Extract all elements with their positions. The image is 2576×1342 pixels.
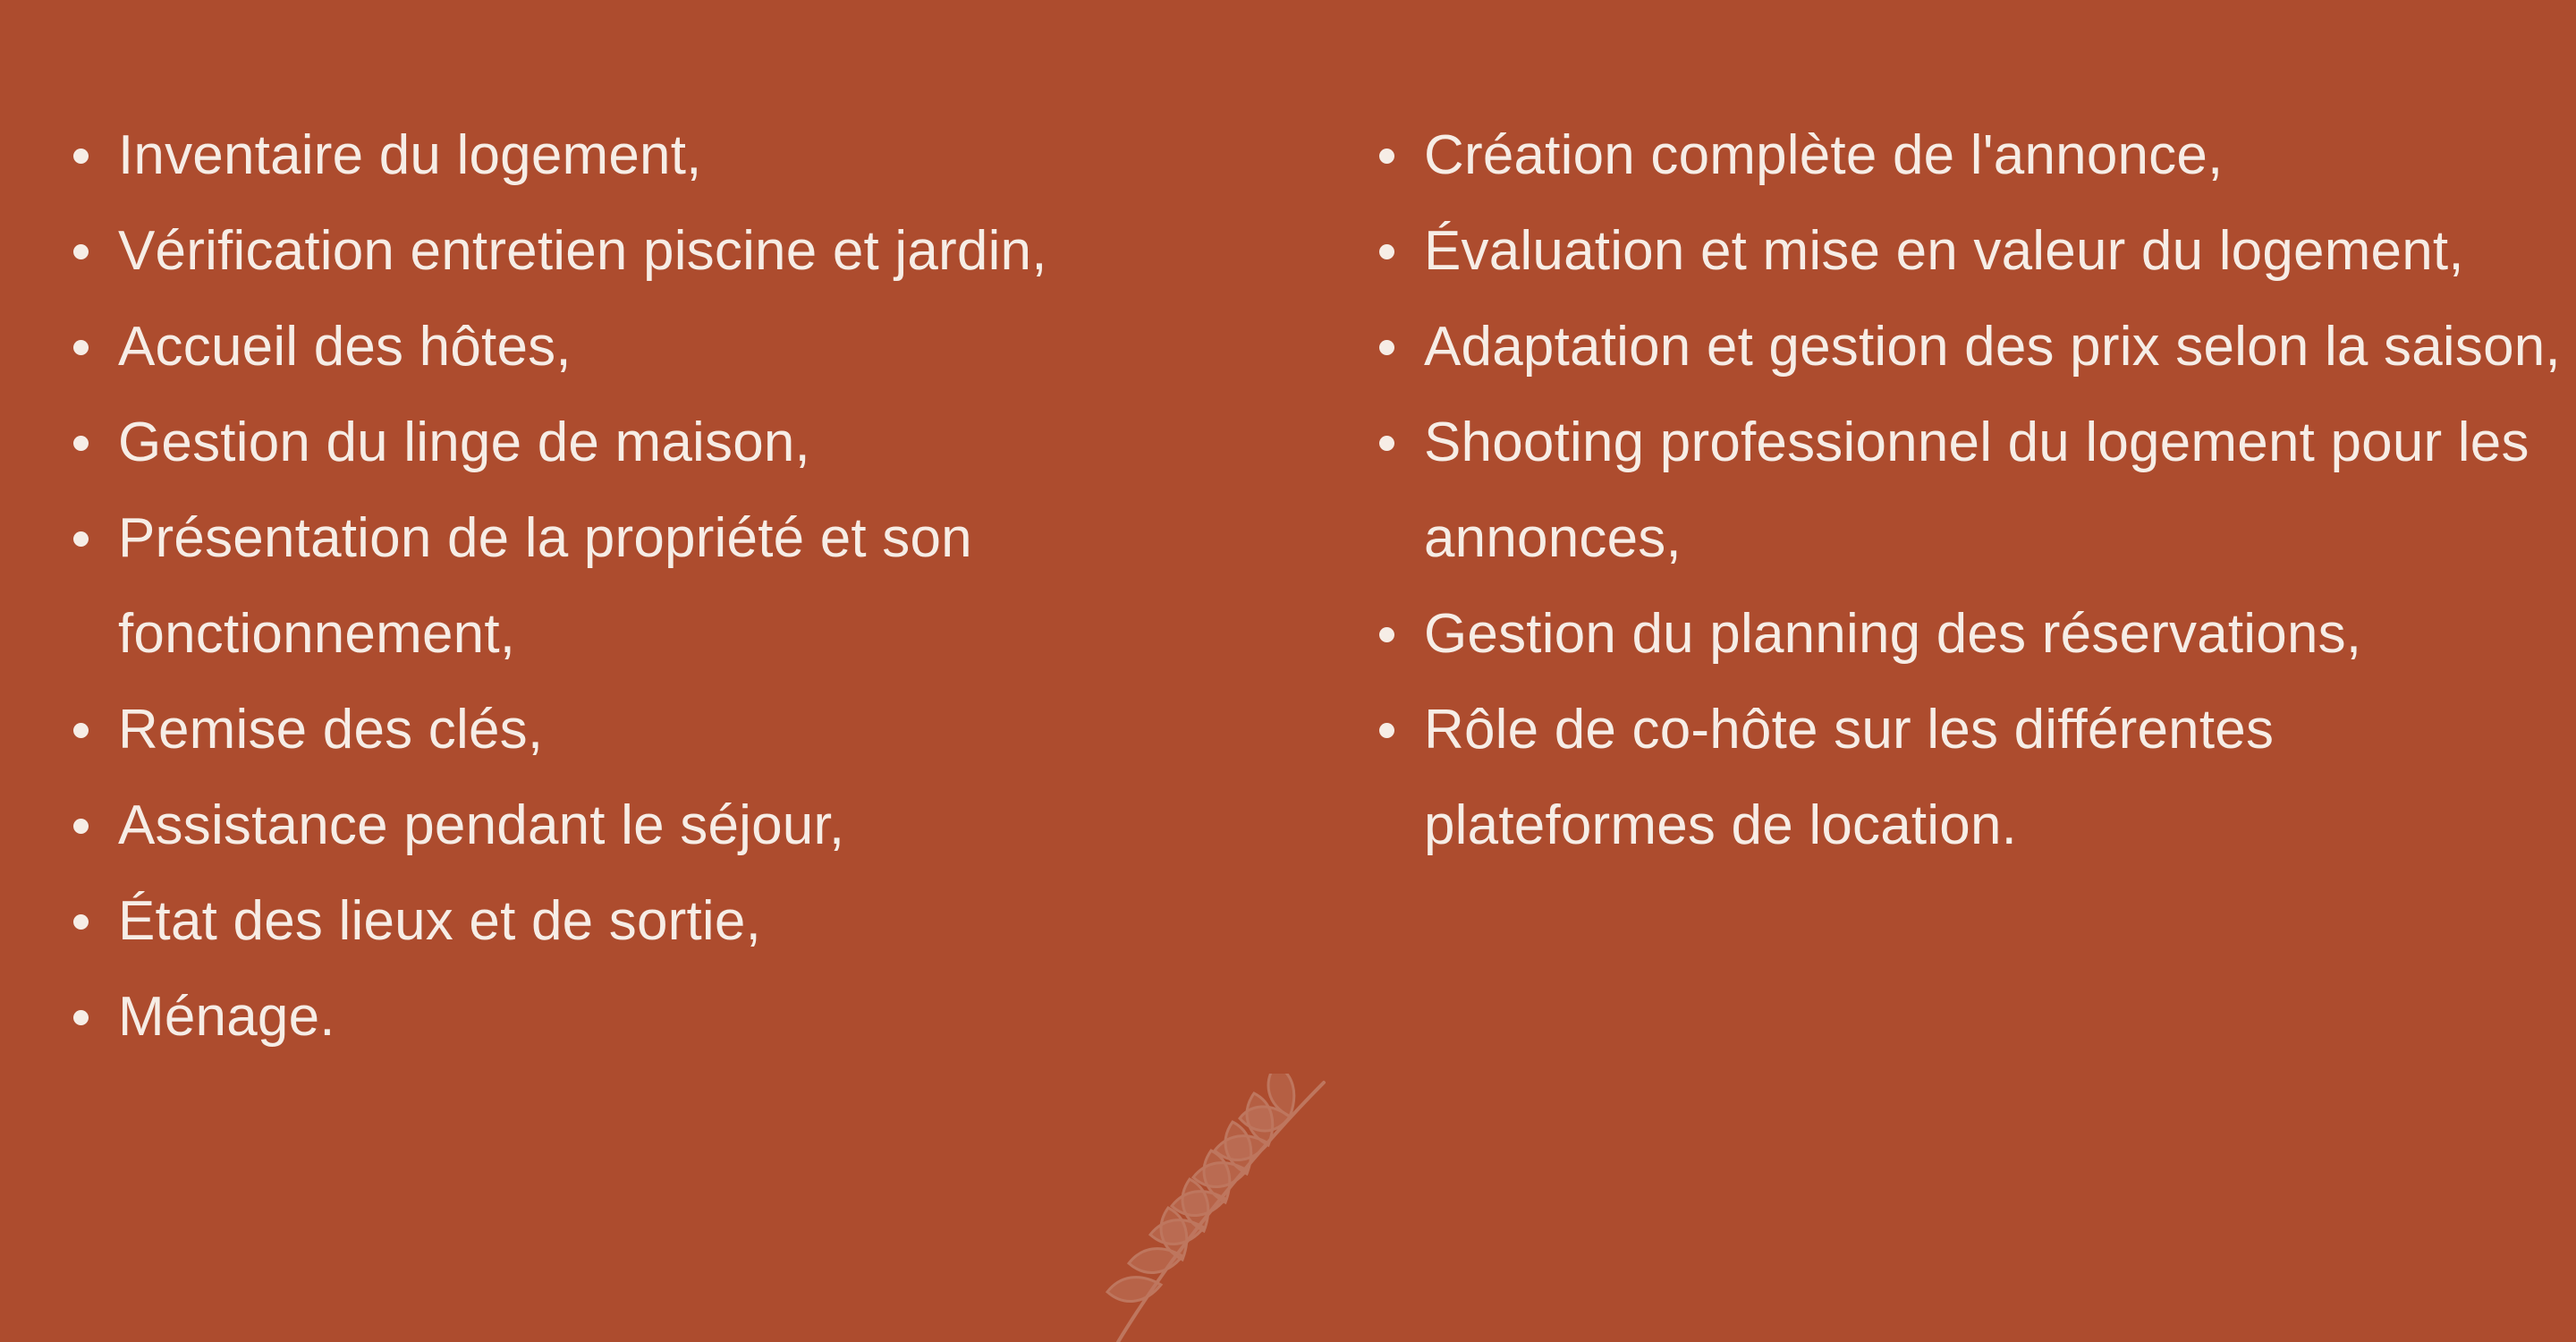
list-item: Shooting professionnel du logement pour les annonces,: [1360, 395, 2576, 586]
list-item: Présentation de la propriété et son fonctionnement,: [54, 490, 1351, 682]
list-item: État des lieux et de sortie,: [54, 873, 1351, 969]
right-bullet-list: [1360, 107, 2576, 873]
list-item: Adaptation et gestion des prix selon la saison,: [1360, 299, 2576, 395]
list-item: Inventaire du logement,: [54, 107, 1351, 203]
right-column: [1351, 107, 2576, 873]
list-item: Accueil des hôtes,: [54, 299, 1351, 395]
list-item: Création complète de l'annonce,: [1360, 107, 2576, 203]
two-column-list-layout: [0, 107, 2576, 1065]
list-item: Assistance pendant le séjour,: [54, 777, 1351, 873]
list-item: Rôle de co-hôte sur les différentes plateformes de location.: [1360, 682, 2576, 873]
list-item: Vérification entretien piscine et jardin,: [54, 203, 1351, 299]
left-bullet-list: [54, 107, 1351, 1065]
list-item: Évaluation et mise en valeur du logement,: [1360, 203, 2576, 299]
list-item: Remise des clés,: [54, 682, 1351, 777]
botanical-sprig-icon: [1055, 1074, 1342, 1342]
list-item: Gestion du planning des réservations,: [1360, 586, 2576, 682]
list-item: Gestion du linge de maison,: [54, 395, 1351, 490]
left-column: [0, 107, 1351, 1065]
list-item: Ménage.: [54, 969, 1351, 1065]
